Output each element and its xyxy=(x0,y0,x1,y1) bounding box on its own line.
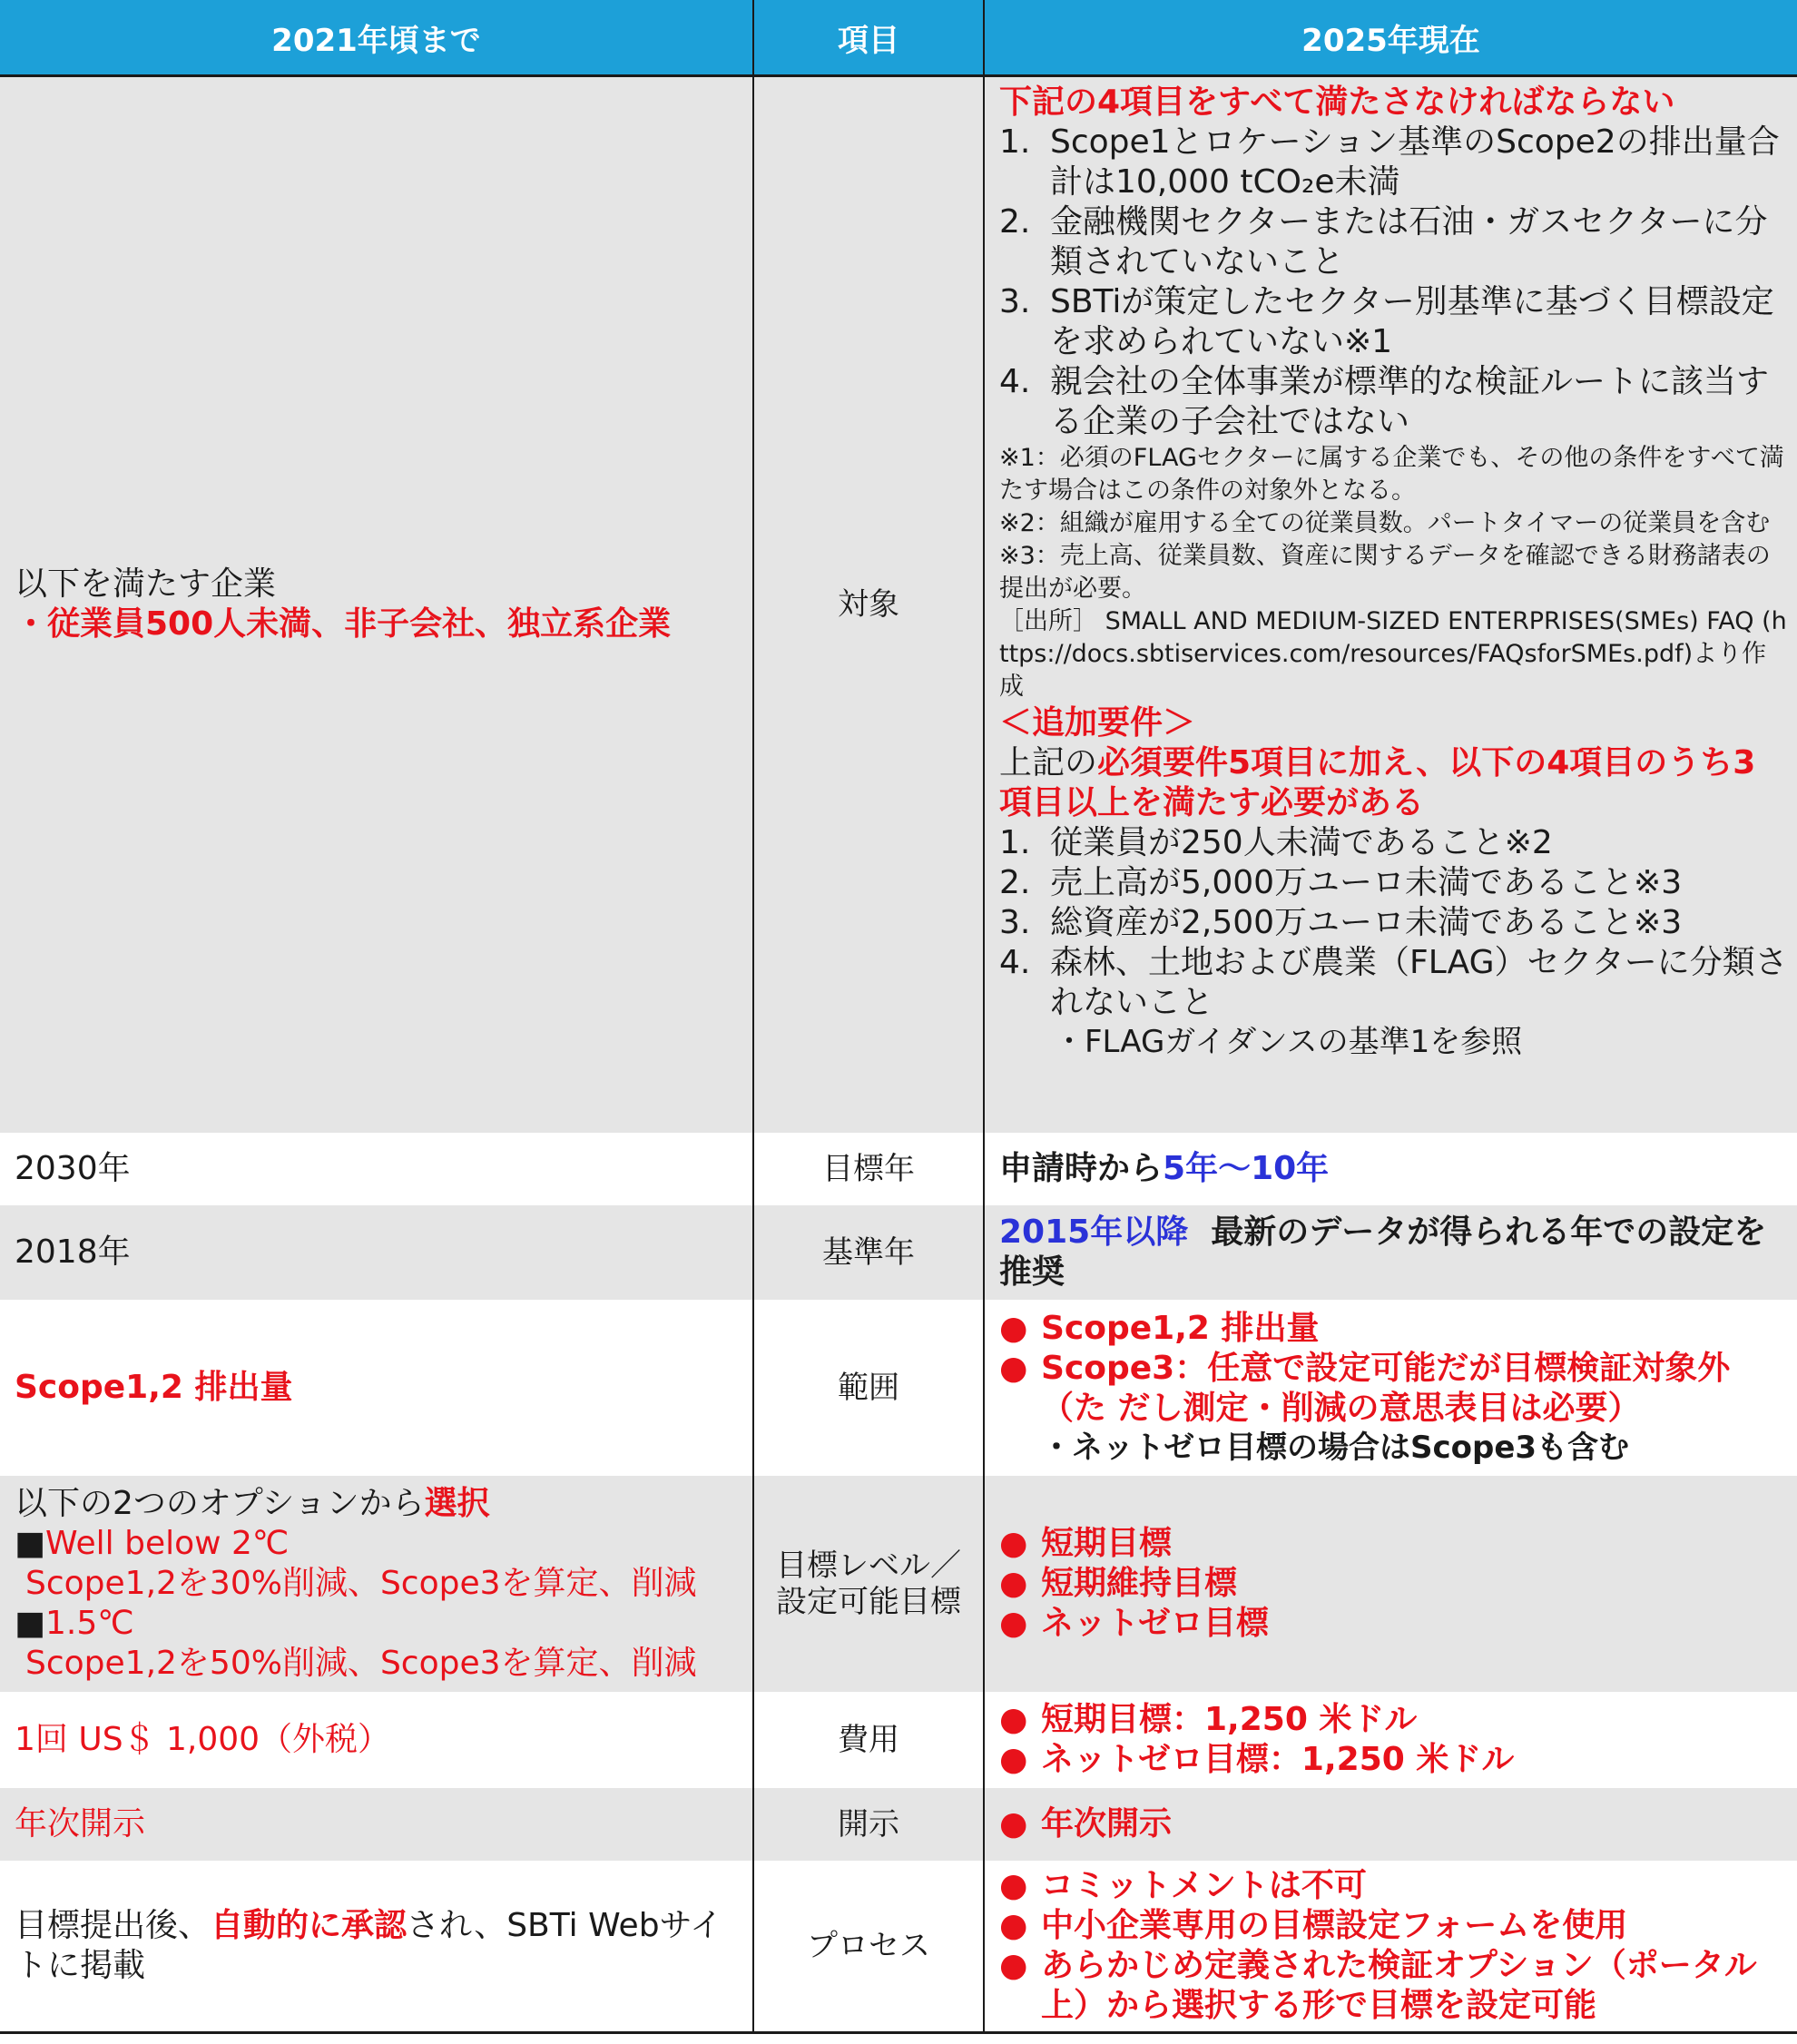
level-old xyxy=(0,1476,753,1692)
requirement-item: 3. SBTiが策定したセクター別基準に基づく目標設定を求められていない※1 xyxy=(999,283,1774,360)
scope-old: Scope1,2 排出量 xyxy=(0,1300,753,1476)
bullet-item: ● 中小企業専用の目標設定フォームを使用 xyxy=(999,1906,1628,1944)
row-cost xyxy=(0,1692,1797,1788)
target-old-line1: 以下を満たす企業 xyxy=(15,565,277,604)
bullet-item: ● 短期目標 xyxy=(999,1524,1173,1562)
process-item: プロセス xyxy=(753,1861,984,2033)
requirement-item: 1. Scope1とロケーション基準のScope2の排出量合計は10,000 tCO₂e未満 xyxy=(999,123,1780,201)
bullet-item: ● ネットゼロ目標 xyxy=(999,1604,1269,1642)
row-level xyxy=(0,1476,1797,1692)
level-item: 目標レベル／ 設定可能目標 xyxy=(753,1476,984,1692)
header-item: 項目 xyxy=(753,0,984,76)
level-option-2: ■1.5℃ xyxy=(15,1604,134,1642)
cost-now xyxy=(984,1692,1797,1788)
process-now xyxy=(984,1861,1797,2033)
bullet-item: ● 短期維持目標 xyxy=(999,1564,1238,1602)
bullet-item: ● コミットメントは不可 xyxy=(999,1866,1367,1904)
disclosure-old: 年次開示 xyxy=(0,1788,753,1861)
requirement-item: 2. 金融機関セクターまたは石油・ガスセクターに分類されていないこと xyxy=(999,203,1768,280)
row-process xyxy=(0,1861,1797,2033)
row-base-year xyxy=(0,1205,1797,1300)
level-option-2-desc: Scope1,2を50%削減、Scope3を算定、削減 xyxy=(25,1644,697,1682)
footnote-3: ※3：売上高、従業員数、資産に関するデータを確認できる財務諸表の提出が必要。 xyxy=(999,542,1771,603)
scope-now xyxy=(984,1300,1797,1476)
header-row xyxy=(0,0,1797,76)
additional-intro: 上記の必須要件5項目に加え、以下の4項目のうち3項目以上を満たす必要がある xyxy=(999,744,1756,821)
target-item: 対象 xyxy=(753,76,984,1133)
requirement-item: 4. 親会社の全体事業が標準的な検証ルートに該当する企業の子会社ではない xyxy=(999,363,1770,440)
base-year-old: 2018年 xyxy=(0,1205,753,1300)
additional-list xyxy=(999,823,1788,1023)
target-year-old: 2030年 xyxy=(0,1133,753,1205)
row-disclosure xyxy=(0,1788,1797,1861)
requirement-list xyxy=(999,123,1788,442)
flag-guidance-note: ・FLAGガイダンスの基準1を参照 xyxy=(1054,1024,1523,1060)
row-target-year xyxy=(0,1133,1797,1205)
additional-item: 3. 総資産が2,500万ユーロ未満であること※3 xyxy=(999,904,1683,941)
additional-item: 4. 森林、土地および農業（FLAG）セクターに分類されないこと xyxy=(999,944,1788,1021)
target-year-now: 申請時から5年〜10年 xyxy=(984,1133,1797,1205)
disclosure-item: 開示 xyxy=(753,1788,984,1861)
disclosure-now xyxy=(984,1788,1797,1861)
bullet-item: ● Scope1,2 排出量 xyxy=(999,1309,1320,1347)
additional-item: 2. 売上高が5,000万ユーロ未満であること※3 xyxy=(999,864,1683,901)
bullet-item: ● 短期目標：1,250 米ドル xyxy=(999,1700,1418,1738)
footnote-1: ※1：必須のFLAGセクターに属する企業でも、その他の条件をすべて満たす場合はこの条件の対象外となる。 xyxy=(999,444,1784,505)
target-year-item: 目標年 xyxy=(753,1133,984,1205)
base-year-now: 2015年以降 最新のデータが得られる年での設定を推奨 xyxy=(984,1205,1797,1300)
base-year-item: 基準年 xyxy=(753,1205,984,1300)
bullet-item: ● ネットゼロ目標：1,250 米ドル xyxy=(999,1740,1515,1778)
level-intro: 以下の2つのオプションから選択 xyxy=(15,1484,490,1522)
level-now xyxy=(984,1476,1797,1692)
bullet-item: ● 年次開示 xyxy=(999,1804,1173,1843)
scope-sub-note: ・ネットゼロ目標の場合はScope3も含む xyxy=(1041,1429,1630,1466)
target-old xyxy=(0,76,753,1133)
scope-item: 範囲 xyxy=(753,1300,984,1476)
bullet-item: ● Scope3：任意で設定可能だが目標検証対象外（た だし測定・削減の意思表目は必要） xyxy=(999,1349,1731,1427)
level-option-1: ■Well below 2℃ xyxy=(15,1524,290,1562)
additional-requirements-heading: ＜追加要件＞ xyxy=(999,704,1196,742)
cost-old: 1回 US＄ 1,000（外税） xyxy=(0,1692,753,1788)
target-now xyxy=(984,76,1797,1133)
footnote-2: ※2：組織が雇用する全ての従業員数。パートタイマーの従業員を含む xyxy=(999,509,1771,537)
cost-item: 費用 xyxy=(753,1692,984,1788)
level-option-1-desc: Scope1,2を30%削減、Scope3を算定、削減 xyxy=(25,1564,697,1602)
source-note: ［出所］ SMALL AND MEDIUM-SIZED ENTERPRISES(SMEs) FAQ (https://docs.sbtiservices.com/resources/FAQsforSMEs.pdf)より作成 xyxy=(999,607,1787,701)
bullet-item: ● あらかじめ定義された検証オプション（ポータル上）から選択する形で目標を設定可能 xyxy=(999,1946,1757,2024)
header-old: 2021年頃まで xyxy=(0,0,753,76)
header-now: 2025年現在 xyxy=(984,0,1797,76)
target-old-line2: ・従業員500人未満、非子会社、独立系企業 xyxy=(15,605,672,644)
process-old: 目標提出後、自動的に承認され、SBTi Webサイトに掲載 xyxy=(0,1861,753,2033)
additional-item: 1. 従業員が250人未満であること※2 xyxy=(999,824,1553,861)
target-now-head: 下記の4項目をすべて満たさなければならない xyxy=(999,84,1675,121)
row-target xyxy=(0,76,1797,1133)
row-scope xyxy=(0,1300,1797,1476)
